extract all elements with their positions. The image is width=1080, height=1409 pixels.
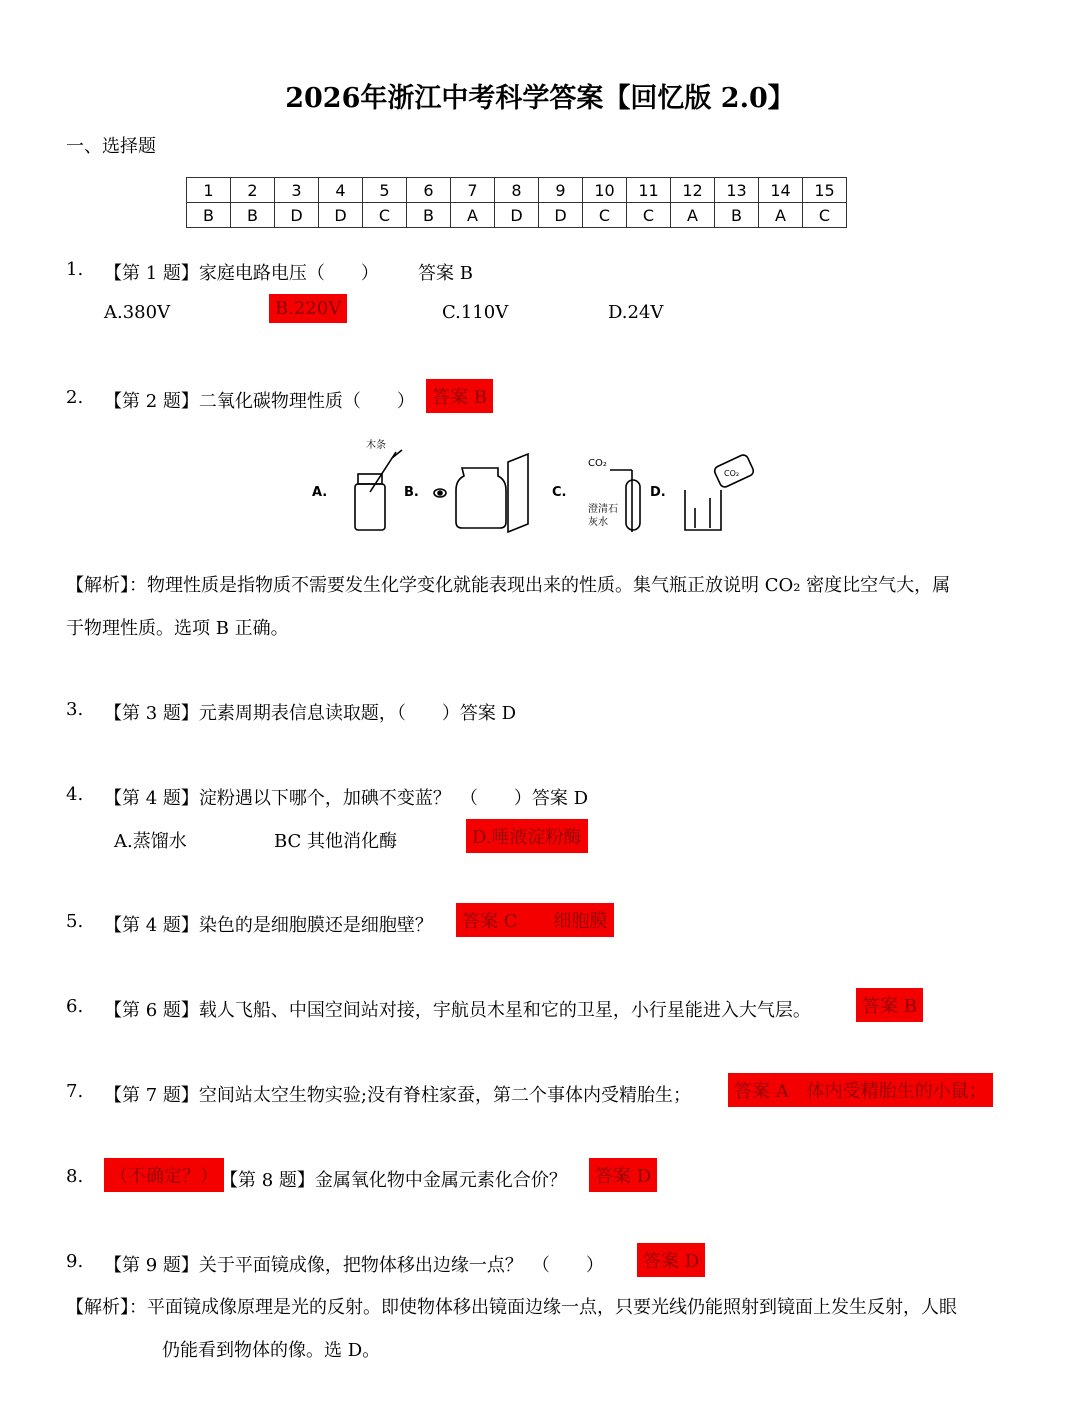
q9-answer-highlight: 答案 D (637, 1243, 705, 1277)
answer-table-number-cell: 13 (715, 178, 759, 203)
q8-text: 【第 8 题】金属氧化物中金属元素化合价？ (220, 1170, 567, 1191)
q4-number: 4. (66, 784, 84, 805)
answer-table-answer-cell: D (539, 203, 583, 228)
q5-number: 5. (66, 911, 84, 932)
answer-table-number-cell: 11 (627, 178, 671, 203)
q1-number: 1. (66, 259, 84, 280)
q1-option-a: A.380V (104, 302, 171, 323)
answer-table-number-cell: 2 (231, 178, 275, 203)
answer-table-answer-cell: D (319, 203, 363, 228)
q5-answer-highlight: 答案 C 细胞膜 (456, 903, 614, 937)
fig-label-co2-bottle: CO₂ (724, 469, 740, 478)
beaker-d (685, 490, 721, 530)
answer-table-number-cell: 12 (671, 178, 715, 203)
page-title: 2026年浙江中考科学答案【回忆版 2.0】 (285, 83, 795, 114)
q4-text: 【第 4 题】淀粉遇以下哪个，加碘不变蓝？ （ ）答案 D (104, 788, 589, 809)
fig-label-d: D. (650, 485, 666, 500)
q2-answer-highlight: 答案 B (426, 379, 493, 413)
fig-label-b: B. (404, 485, 419, 500)
answer-table (186, 177, 847, 228)
fig-label-wood: 木条 (366, 440, 386, 451)
fig-label-c: C. (552, 485, 567, 500)
q5-text: 【第 4 题】染色的是细胞膜还是细胞壁？ (104, 915, 433, 936)
q2-analysis-line2: 于物理性质。选项 B 正确。 (66, 618, 289, 639)
answer-table-number-cell: 4 (319, 178, 363, 203)
answer-table-answer-row (187, 203, 847, 228)
fig-label-a: A. (312, 485, 328, 500)
q2-analysis-line1: 【解析】：物理性质是指物质不需要发生化学变化就能表现出来的性质。集气瓶正放说明 CO₂ 密度比空气大，属 (66, 575, 951, 596)
answer-table-number-cell: 10 (583, 178, 627, 203)
fig-label-co2: CO₂ (588, 458, 607, 469)
q1-option-b-highlight: B.220V (269, 294, 347, 323)
answer-table-answer-cell: C (627, 203, 671, 228)
answer-table-answer-cell: B (187, 203, 231, 228)
q9-analysis-line1: 【解析】：平面镜成像原理是光的反射。即使物体移出镜面边缘一点，只要光线仍能照射到镜面上发生反射，人眼 (66, 1297, 957, 1318)
answer-table-number-cell: 14 (759, 178, 803, 203)
q6-text: 【第 6 题】载人飞船、中国空间站对接，宇航员木星和它的卫星，小行星能进入大气层。 (104, 1000, 811, 1021)
q2-number: 2. (66, 387, 84, 408)
test-tube-c (626, 480, 640, 530)
q1-answer: 答案 B (418, 263, 473, 284)
q1-option-c: C.110V (442, 302, 509, 323)
q7-text: 【第 7 题】空间站太空生物实验;没有脊柱家蚕，第二个事体内受精胎生； (104, 1085, 691, 1106)
q3-text: 【第 3 题】元素周期表信息读取题，（ ）答案 D (104, 703, 517, 724)
answer-table-number-cell: 5 (363, 178, 407, 203)
answer-table-answer-cell: B (715, 203, 759, 228)
q1-text: 【第 1 题】家庭电路电压（ ） (104, 263, 379, 284)
answer-table-answer-cell: A (671, 203, 715, 228)
answer-table-number-cell: 8 (495, 178, 539, 203)
fig-label-lime1: 澄清石 (588, 504, 618, 515)
answer-table-number-cell: 15 (803, 178, 847, 203)
q9-text: 【第 9 题】关于平面镜成像，把物体移出边缘一点？ （ ） (104, 1255, 604, 1276)
answer-table-answer-cell: A (759, 203, 803, 228)
gas-jar-b (456, 468, 506, 528)
q8-uncertain-highlight: （不确定？） (104, 1158, 224, 1192)
q8-answer-highlight: 答案 D (589, 1158, 657, 1192)
q6-answer-highlight: 答案 B (856, 988, 923, 1022)
q9-number: 9. (66, 1251, 84, 1272)
answer-table-answer-cell: C (363, 203, 407, 228)
q3-number: 3. (66, 699, 84, 720)
answer-table-answer-cell: B (407, 203, 451, 228)
q1-option-d: D.24V (608, 302, 664, 323)
q4-option-bc: BC 其他消化酶 (274, 831, 398, 852)
q7-number: 7. (66, 1081, 84, 1102)
fig-label-lime2: 灰水 (588, 517, 608, 528)
answer-table-number-cell: 3 (275, 178, 319, 203)
glass-board (508, 454, 528, 532)
q6-number: 6. (66, 996, 84, 1017)
answer-table-number-cell: 7 (451, 178, 495, 203)
q2-text: 【第 2 题】二氧化碳物理性质（ ） (104, 391, 415, 412)
answer-table-number-cell: 9 (539, 178, 583, 203)
answer-table-number-cell: 1 (187, 178, 231, 203)
answer-table-answer-cell: D (275, 203, 319, 228)
q9-analysis-line2: 仍能看到物体的像。选 D。 (162, 1340, 381, 1361)
answer-table-answer-cell: B (231, 203, 275, 228)
q4-option-a: A.蒸馏水 (114, 831, 187, 852)
answer-table-answer-cell: C (803, 203, 847, 228)
answer-table-number-row (187, 178, 847, 203)
q4-option-d-highlight: D.唾液淀粉酶 (466, 819, 588, 853)
q7-answer-highlight: 答案 A 体内受精胎生的小鼠； (728, 1073, 993, 1107)
answer-table-answer-cell: A (451, 203, 495, 228)
answer-table-answer-cell: D (495, 203, 539, 228)
co2-experiment-figure (300, 432, 780, 542)
answer-table-number-cell: 6 (407, 178, 451, 203)
section-heading: 一、选择题 (66, 136, 156, 157)
answer-table-answer-cell: C (583, 203, 627, 228)
q8-number: 8. (66, 1166, 84, 1187)
